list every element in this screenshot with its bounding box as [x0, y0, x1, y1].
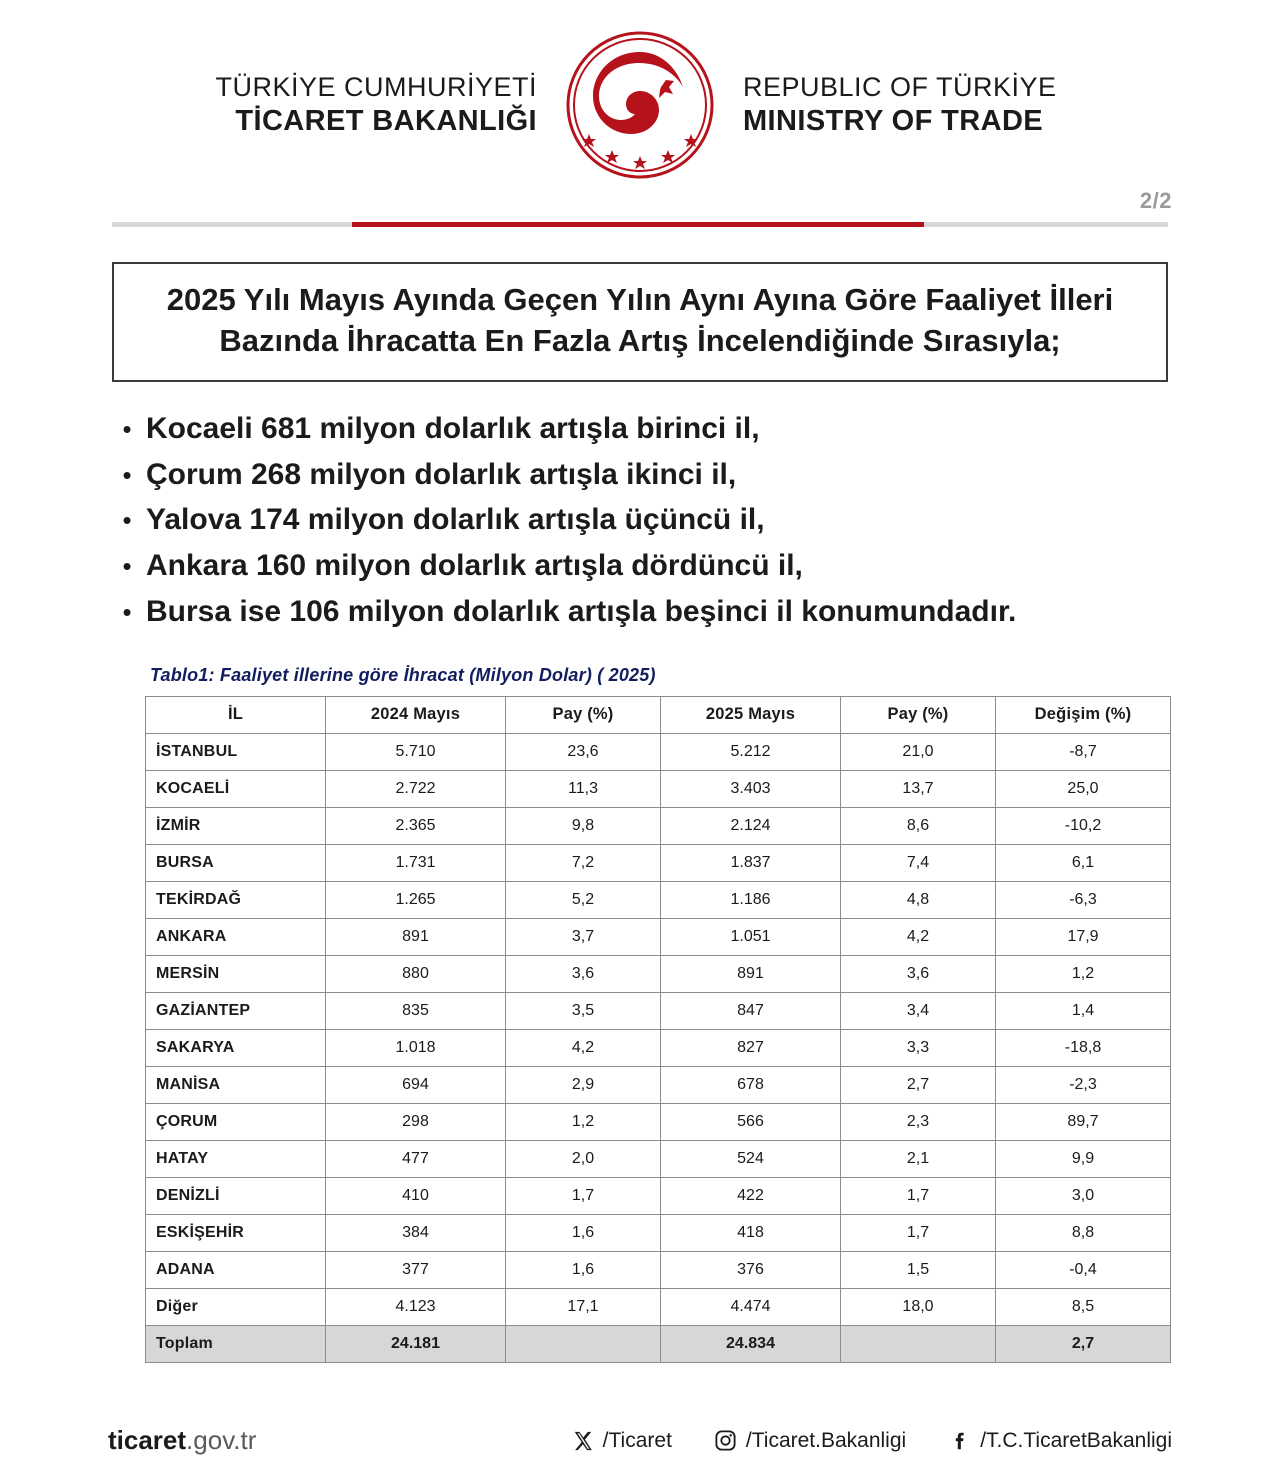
table-cell-share-2024: 1,6	[506, 1214, 661, 1251]
table-cell-change: -18,8	[996, 1029, 1171, 1066]
facebook-icon	[948, 1429, 972, 1453]
table-cell-2024: 880	[326, 955, 506, 992]
table-cell-change: 17,9	[996, 918, 1171, 955]
table-row	[146, 1251, 1171, 1288]
table-cell-total-label: Toplam	[146, 1325, 326, 1362]
divider-accent-line	[352, 222, 924, 227]
table-cell-2025: 2.124	[661, 807, 841, 844]
table-cell-share-2024: 3,5	[506, 992, 661, 1029]
table-cell-2025: 847	[661, 992, 841, 1029]
table-cell-change: -6,3	[996, 881, 1171, 918]
table-cell-2024: 891	[326, 918, 506, 955]
table-cell-change: -2,3	[996, 1066, 1171, 1103]
table-cell-share-2025: 4,8	[841, 881, 996, 918]
table-cell-share-2024: 4,2	[506, 1029, 661, 1066]
table-cell-share-2025: 2,3	[841, 1103, 996, 1140]
table-cell-2025: 4.474	[661, 1288, 841, 1325]
table-row	[146, 1177, 1171, 1214]
table-cell-city: KOCAELİ	[146, 770, 326, 807]
table-column-header: 2025 Mayıs	[661, 696, 841, 733]
bullet-dot-icon: •	[122, 597, 132, 627]
bullet-text: Bursa ise 106 milyon dolarlık artışla beşinci il konumundadır.	[146, 595, 1017, 628]
table-cell-share-2025: 1,5	[841, 1251, 996, 1288]
table-cell-change: 89,7	[996, 1103, 1171, 1140]
table-row	[146, 1103, 1171, 1140]
table-cell-city: MERSİN	[146, 955, 326, 992]
header-divider-row	[0, 188, 1280, 234]
social-links	[571, 1429, 1172, 1453]
table-caption: Tablo1: Faaliyet illerine göre İhracat (Milyon Dolar) ( 2025)	[150, 664, 656, 685]
export-table-wrapper	[145, 696, 1148, 1363]
table-row	[146, 807, 1171, 844]
bullet-text: Çorum 268 milyon dolarlık artışla ikinci il,	[146, 457, 737, 491]
table-cell-change: -8,7	[996, 733, 1171, 770]
header-left-line2: TİCARET BAKANLIĞI	[235, 104, 537, 137]
table-cell-2024: 1.265	[326, 881, 506, 918]
table-row	[146, 1288, 1171, 1325]
table-cell-2024: 298	[326, 1103, 506, 1140]
table-cell-2024: 2.365	[326, 807, 506, 844]
table-cell-city: HATAY	[146, 1140, 326, 1177]
table-header-row	[146, 696, 1171, 733]
bullet-dot-icon: •	[122, 459, 132, 490]
list-item	[108, 547, 1280, 585]
table-cell-city: MANİSA	[146, 1066, 326, 1103]
table-cell-change: 25,0	[996, 770, 1171, 807]
social-label-instagram: /Ticaret.Bakanligi	[745, 1428, 907, 1452]
table-cell-share-2025: 21,0	[841, 733, 996, 770]
table-body	[146, 733, 1171, 1362]
bullet-dot-icon: •	[122, 413, 132, 444]
page-title-line1: 2025 Yılı Mayıs Ayında Geçen Yılın Aynı Ayına Göre Faaliyet İlleri	[166, 282, 1114, 317]
table-cell-2024: 4.123	[326, 1288, 506, 1325]
table-cell-total-2024: 24.181	[326, 1325, 506, 1362]
table-cell-2025: 678	[661, 1066, 841, 1103]
website-tld: .gov.tr	[186, 1425, 257, 1455]
table-cell-2024: 410	[326, 1177, 506, 1214]
table-row	[146, 918, 1171, 955]
list-item	[108, 456, 1280, 494]
table-cell-2025: 891	[661, 955, 841, 992]
table-cell-2024: 694	[326, 1066, 506, 1103]
header-left-line1: TÜRKİYE CUMHURİYETİ	[215, 71, 537, 102]
list-item	[108, 410, 1280, 448]
page-title-box	[112, 262, 1168, 382]
table-cell-2024: 5.710	[326, 733, 506, 770]
table-cell-city: İSTANBUL	[146, 733, 326, 770]
bullet-dot-icon: •	[122, 505, 132, 536]
page-footer	[0, 1425, 1280, 1456]
table-cell-city: GAZİANTEP	[146, 992, 326, 1029]
export-by-province-table	[145, 696, 1171, 1363]
table-cell-total-2025: 24.834	[661, 1325, 841, 1362]
table-cell-2024: 835	[326, 992, 506, 1029]
table-cell-share-2024: 3,6	[506, 955, 661, 992]
table-cell-2024: 1.731	[326, 844, 506, 881]
table-cell-share-2024: 5,2	[506, 881, 661, 918]
table-row	[146, 733, 1171, 770]
table-cell-share-2024: 3,7	[506, 918, 661, 955]
table-column-header: Değişim (%)	[996, 696, 1171, 733]
table-cell-share-2025: 3,3	[841, 1029, 996, 1066]
table-cell-2025: 827	[661, 1029, 841, 1066]
table-cell-share-2025: 2,1	[841, 1140, 996, 1177]
table-cell-change: 3,0	[996, 1177, 1171, 1214]
table-cell-change: 6,1	[996, 844, 1171, 881]
bullet-list	[108, 410, 1280, 631]
table-cell-change: 1,4	[996, 992, 1171, 1029]
table-cell-city: ÇORUM	[146, 1103, 326, 1140]
page-title-line2: Bazında İhracatta En Fazla Artış İncelendiğinde Sırasıyla;	[219, 322, 1061, 358]
table-cell-share-2024: 7,2	[506, 844, 661, 881]
table-cell-2024: 384	[326, 1214, 506, 1251]
table-cell-2025: 3.403	[661, 770, 841, 807]
table-cell-city: ESKİŞEHİR	[146, 1214, 326, 1251]
table-cell-city: Diğer	[146, 1288, 326, 1325]
table-row	[146, 1066, 1171, 1103]
header-right-english	[715, 72, 1133, 138]
table-cell-change: -10,2	[996, 807, 1171, 844]
table-row	[146, 1140, 1171, 1177]
table-cell-city: ADANA	[146, 1251, 326, 1288]
table-cell-change: 8,5	[996, 1288, 1171, 1325]
table-cell-2025: 418	[661, 1214, 841, 1251]
bullet-text: Ankara 160 milyon dolarlık artışla dördüncü il,	[146, 549, 803, 583]
table-cell-total-share-2024	[506, 1325, 661, 1362]
table-cell-2025: 1.051	[661, 918, 841, 955]
social-link-x[interactable]	[571, 1429, 672, 1453]
table-column-header: Pay (%)	[841, 696, 996, 733]
social-label-facebook: /T.C.TicaretBakanligi	[980, 1428, 1172, 1452]
table-cell-share-2024: 11,3	[506, 770, 661, 807]
table-cell-total-share-2025	[841, 1325, 996, 1362]
table-cell-2024: 2.722	[326, 770, 506, 807]
table-row	[146, 1214, 1171, 1251]
table-cell-city: TEKİRDAĞ	[146, 881, 326, 918]
page-header	[0, 0, 1280, 188]
list-item	[108, 593, 1280, 631]
header-left-turkish	[147, 72, 565, 138]
table-cell-share-2025: 7,4	[841, 844, 996, 881]
table-cell-change: 1,2	[996, 955, 1171, 992]
table-row	[146, 992, 1171, 1029]
header-right-line2: MINISTRY OF TRADE	[743, 104, 1044, 137]
table-cell-2024: 477	[326, 1140, 506, 1177]
table-cell-share-2024: 9,8	[506, 807, 661, 844]
table-cell-2025: 376	[661, 1251, 841, 1288]
table-row	[146, 955, 1171, 992]
table-cell-share-2025: 3,4	[841, 992, 996, 1029]
table-cell-city: SAKARYA	[146, 1029, 326, 1066]
table-cell-2024: 1.018	[326, 1029, 506, 1066]
table-column-header: İL	[146, 696, 326, 733]
bullet-text: Kocaeli 681 milyon dolarlık artışla birinci il,	[146, 411, 760, 445]
website-link[interactable]	[108, 1425, 256, 1456]
table-cell-share-2025: 13,7	[841, 770, 996, 807]
table-column-header: 2024 Mayıs	[326, 696, 506, 733]
website-name: ticaret	[108, 1425, 187, 1455]
table-cell-city: İZMİR	[146, 807, 326, 844]
table-cell-change: -0,4	[996, 1251, 1171, 1288]
table-cell-share-2025: 3,6	[841, 955, 996, 992]
table-cell-2025: 566	[661, 1103, 841, 1140]
table-cell-share-2024: 1,6	[506, 1251, 661, 1288]
social-label-x: /Ticaret	[602, 1428, 672, 1452]
table-row	[146, 881, 1171, 918]
table-cell-share-2024: 2,0	[506, 1140, 661, 1177]
table-cell-share-2025: 8,6	[841, 807, 996, 844]
table-cell-2024: 377	[326, 1251, 506, 1288]
turkish-ministry-of-trade-emblem-icon	[565, 30, 715, 180]
table-cell-2025: 5.212	[661, 733, 841, 770]
social-link-instagram[interactable]	[714, 1429, 906, 1453]
bullet-dot-icon: •	[122, 551, 132, 582]
table-cell-share-2024: 1,2	[506, 1103, 661, 1140]
table-cell-share-2024: 2,9	[506, 1066, 661, 1103]
header-right-line1: REPUBLIC OF TÜRKİYE	[743, 71, 1057, 102]
table-cell-share-2025: 4,2	[841, 918, 996, 955]
table-cell-share-2025: 2,7	[841, 1066, 996, 1103]
bullet-text: Yalova 174 milyon dolarlık artışla üçüncü il,	[146, 503, 765, 537]
table-total-row	[146, 1325, 1171, 1362]
table-cell-change: 9,9	[996, 1140, 1171, 1177]
table-cell-2025: 1.837	[661, 844, 841, 881]
table-cell-city: ANKARA	[146, 918, 326, 955]
table-cell-city: BURSA	[146, 844, 326, 881]
table-cell-share-2024: 1,7	[506, 1177, 661, 1214]
social-link-facebook[interactable]	[948, 1429, 1172, 1453]
table-cell-share-2025: 1,7	[841, 1214, 996, 1251]
table-cell-share-2024: 17,1	[506, 1288, 661, 1325]
table-cell-city: DENİZLİ	[146, 1177, 326, 1214]
table-cell-total-change: 2,7	[996, 1325, 1171, 1362]
instagram-icon	[714, 1429, 738, 1453]
page-number: 2/2	[1139, 188, 1172, 213]
table-row	[146, 844, 1171, 881]
x-twitter-icon	[571, 1429, 595, 1453]
list-item	[108, 501, 1280, 539]
table-row	[146, 770, 1171, 807]
table-row	[146, 1029, 1171, 1066]
table-cell-2025: 524	[661, 1140, 841, 1177]
table-cell-share-2024: 23,6	[506, 733, 661, 770]
table-cell-share-2025: 18,0	[841, 1288, 996, 1325]
table-cell-2025: 422	[661, 1177, 841, 1214]
table-cell-share-2025: 1,7	[841, 1177, 996, 1214]
table-cell-2025: 1.186	[661, 881, 841, 918]
table-column-header: Pay (%)	[506, 696, 661, 733]
table-cell-change: 8,8	[996, 1214, 1171, 1251]
